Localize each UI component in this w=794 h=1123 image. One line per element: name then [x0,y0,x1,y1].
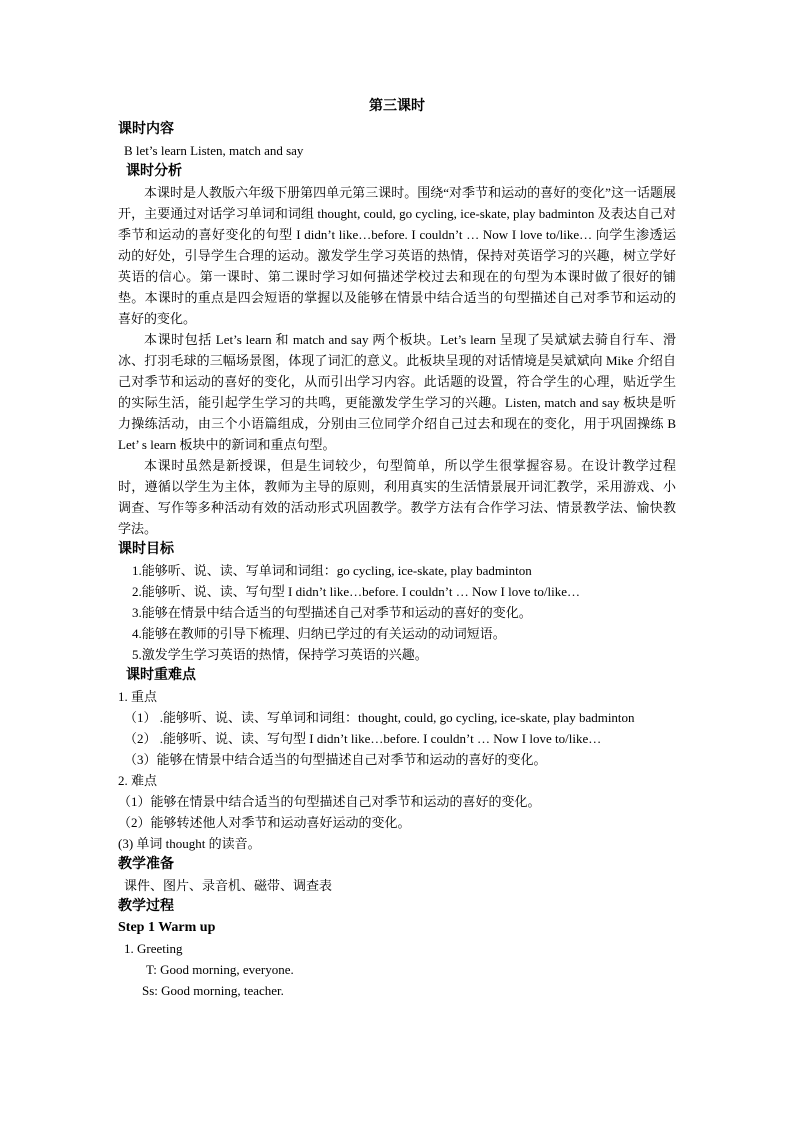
key-point-item: （2） .能够听、说、读、写句型 I didn’t like…before. I couldn’t … Now I love to/like… [124,731,602,746]
difficult-point-item: (3) 单词 thought 的读音。 [118,836,261,851]
heading-lesson-content: 课时内容 [118,122,174,137]
heading-key-difficult-points: 课时重难点 [126,668,196,683]
key-point-item: （1） .能够听、说、读、写单词和词组：thought, could, go cycling, ice-skate, play badminton [124,710,635,725]
key-points-label: 1. 重点 [118,689,158,704]
heading-teaching-process: 教学过程 [118,899,174,914]
lesson-content-text: B let’s learn Listen, match and say [124,143,304,158]
heading-lesson-analysis: 课时分析 [126,164,182,179]
heading-lesson-objectives: 课时目标 [118,542,174,557]
step-heading: Step 1 Warm up [118,920,216,935]
objective-item: 4.能够在教师的引导下梳理、归纳已学过的有关运动的动词短语。 [132,626,506,641]
objective-item: 1.能够听、说、读、写单词和词组：go cycling, ice-skate, play badminton [132,563,532,578]
difficult-point-item: （1）能够在情景中结合适当的句型描述自己对季节和运动的喜好的变化。 [118,794,541,809]
preparation-text: 课件、图片、录音机、磁带、调查表 [124,878,333,893]
dialogue-line-teacher: T: Good morning, everyone. [146,962,294,977]
difficult-point-item: （2）能够转述他人对季节和运动喜好运动的变化。 [118,815,411,830]
dialogue-line-students: Ss: Good morning, teacher. [142,983,284,998]
analysis-paragraph-1: 本课时是人教版六年级下册第四单元第三课时。围绕“对季节和运动的喜好的变化”这一话题展开，主要通过对话学习单词和词组 thought, could, go cycling, ice-skate, play badminton 及表达自己对季节和运动的喜好变化的句型 I didn’t like…before. I couldn’t … Now I love to/like… 向学生渗透运动的好处，引导学生合理的运动。激发学生学习英语的热情，保持对英语学习的兴趣，树立学好英语的信心。第一课时、第二课时学习如何描述学校过去和现在的句型为本课时做了很好的铺垫。本课时的重点是四会短语的掌握以及能够在情景中结合适当的句型描述自己对季节和运动的喜好的变化。 [118,185,676,326]
process-item: 1. Greeting [124,941,183,956]
page-title: 第三课时 [369,99,425,114]
objective-item: 2.能够听、说、读、写句型 I didn’t like…before. I couldn’t … Now I love to/like… [132,584,580,599]
analysis-paragraph-2: 本课时包括 Let’s learn 和 match and say 两个板块。Let’s learn 呈现了吴斌斌去骑自行车、滑冰、打羽毛球的三幅场景图，体现了词汇的意义。此板块呈现的对话情境是吴斌斌向 Mike 介绍自己对季节和运动的喜好的变化，从而引出学习内容。此话题的设置，符合学生的心理，贴近学生的实际生活，能引起学生学习的共鸣，更能激发学生学习的兴趣。Listen, match and say 板块是听力操练活动，由三个小语篇组成，分别由三位同学介绍自己过去和现在的变化，用于巩固操练 B Let’ s learn 板块中的新词和重点句型。 [118,332,676,452]
difficult-points-label: 2. 难点 [118,773,158,788]
objective-item: 5.激发学生学习英语的热情，保持学习英语的兴趣。 [132,647,428,662]
objective-item: 3.能够在情景中结合适当的句型描述自己对季节和运动的喜好的变化。 [132,605,532,620]
heading-teaching-preparation: 教学准备 [118,857,174,872]
analysis-paragraph-3: 本课时虽然是新授课，但是生词较少，句型简单，所以学生很掌握容易。在设计教学过程时，遵循以学生为主体，教师为主导的原则，利用真实的生活情景展开词汇教学，采用游戏、小调查、写作等多种活动有效的活动形式巩固教学。教学方法有合作学习法、情景教学法、愉快教学法。 [118,458,676,536]
key-point-item: （3）能够在情景中结合适当的句型描述自己对季节和运动的喜好的变化。 [124,752,547,767]
document-page [118,96,676,1001]
